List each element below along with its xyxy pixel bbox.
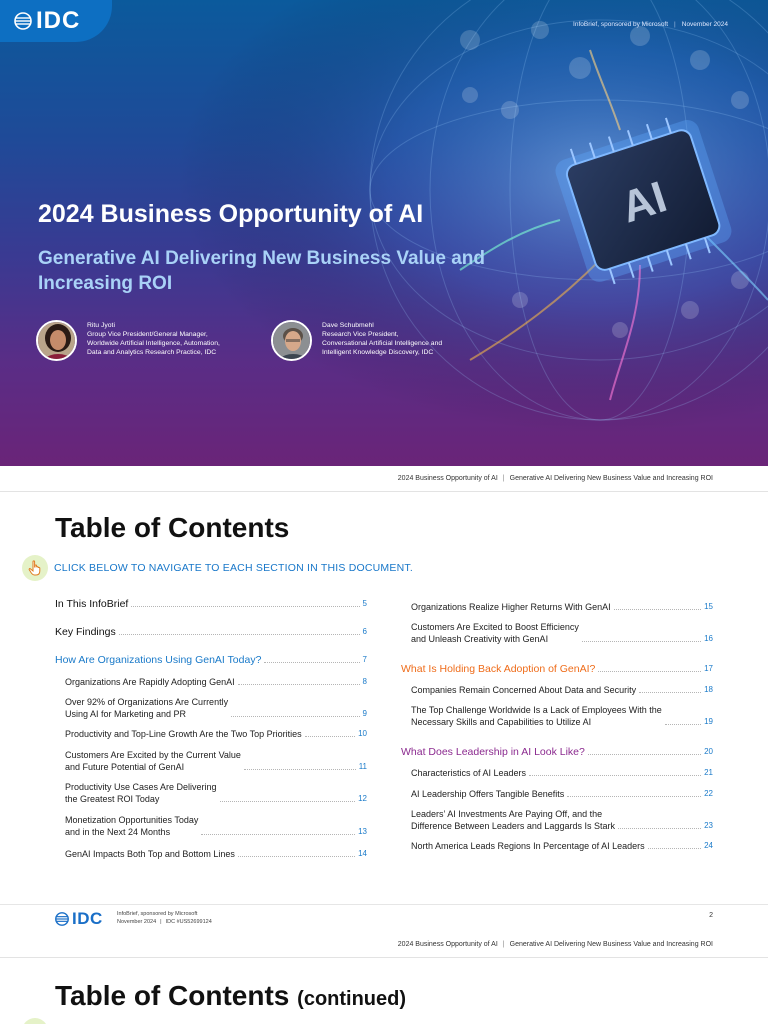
toc-entry-label: Productivity Use Cases Are Delivering the Greatest ROI Today (65, 782, 217, 804)
footer-divider (0, 904, 768, 905)
toc-link-top-priorities[interactable] (55, 728, 367, 740)
toc-entry-label: Organizations Realize Higher Returns With GenAI (411, 602, 611, 612)
toc-page-number: 6 (362, 627, 367, 636)
toc-continued-label: (continued) (297, 988, 407, 1010)
footer-separator: | (160, 919, 162, 925)
toc-page-number: 12 (358, 794, 367, 803)
author-name: Ritu Jyoti (87, 322, 115, 329)
toc-leader-dots (201, 834, 355, 835)
author-name: Dave Schubmehl (322, 322, 374, 329)
toc-link-greatest-roi[interactable] (55, 781, 367, 805)
toc-page-number: 23 (704, 821, 713, 830)
header-separator: | (502, 475, 505, 482)
toc-leader-dots (119, 634, 360, 635)
toc-leader-dots (305, 736, 355, 737)
toc-link-boost-efficiency[interactable] (401, 621, 713, 645)
toc-leader-dots (648, 848, 701, 849)
toc-leader-dots (264, 662, 359, 663)
idc-logo-tab[interactable] (0, 0, 112, 42)
toc-entry-label: Leaders’ AI Investments Are Paying Off, and the Difference Between Leaders and Laggards Is Stark (411, 809, 615, 831)
toc-link-data-and-security[interactable] (401, 684, 713, 696)
header-doc-subtitle: Generative AI Delivering New Business Value and Increasing ROI (509, 941, 713, 948)
toc-link-key-findings[interactable] (55, 626, 367, 638)
author-ritu-jyoti (36, 320, 220, 361)
author-dave-schubmehl (271, 320, 442, 361)
toc-link-lack-of-skills[interactable] (401, 704, 713, 728)
toc-entry-label: Monetization Opportunities Today and in the Next 24 Months (65, 815, 199, 837)
toc-link-holding-back-adoption[interactable] (401, 663, 713, 675)
idc-globe-icon (14, 12, 32, 30)
toc-link-marketing-and-pr[interactable] (55, 696, 367, 720)
toc-leader-dots (598, 671, 701, 672)
header-doc-title: 2024 Business Opportunity of AI (397, 941, 498, 948)
toc-entry-label: In This InfoBrief (55, 598, 129, 610)
toc-entry-label: Customers Are Excited to Boost Efficiency and Unleash Creativity with GenAI (411, 622, 579, 644)
toc-leader-dots (238, 684, 360, 685)
toc-title-continued (55, 980, 406, 1012)
author-role: Group Vice President/General Manager, Worldwide Artificial Intelligence, Automation, Data and Analytics Research Practice, IDC (87, 331, 220, 356)
author-role: Research Vice President, Conversational Artificial Intelligence and Intelligent Knowledge Discovery, IDC (322, 331, 443, 356)
toc-link-higher-returns[interactable] (401, 601, 713, 613)
avatar-dave-schubmehl (271, 320, 312, 361)
toc-link-how-organizations-using-genai[interactable] (55, 654, 367, 666)
ai-chip-illustration (0, 0, 768, 466)
idc-logo (14, 7, 80, 35)
sponsor-text: InfoBrief, sponsored by Microsoft (573, 21, 669, 28)
toc-link-leadership-in-ai[interactable] (401, 746, 713, 758)
toc-entry-label: Companies Remain Concerned About Data and Security (411, 685, 637, 695)
toc-title-text: Table of Contents (55, 980, 290, 1011)
toc-page-number: 9 (362, 709, 367, 718)
toc-page-number: 15 (704, 602, 713, 611)
toc-link-rapidly-adopting[interactable] (55, 676, 367, 688)
toc-page-number: 18 (704, 685, 713, 694)
toc-link-north-america[interactable] (401, 840, 713, 852)
cover-subtitle: Generative AI Delivering New Business Value and Increasing ROI (38, 248, 486, 294)
footer-doc-id: IDC #US52699124 (165, 919, 212, 925)
toc-title: Table of Contents (55, 512, 290, 543)
idc-globe-icon (55, 912, 69, 926)
toc-leader-dots (131, 606, 359, 607)
navigate-instruction (22, 555, 413, 581)
toc-entry-label: How Are Organizations Using GenAI Today? (55, 654, 262, 666)
avatar-ritu-jyoti (36, 320, 77, 361)
header-separator: | (502, 941, 505, 948)
toc-leader-dots (588, 754, 701, 755)
toc-page-number: 17 (704, 664, 713, 673)
toc-link-top-and-bottom-lines[interactable] (55, 848, 367, 860)
toc-entry-label: North America Leads Regions In Percentage of AI Leaders (411, 841, 645, 851)
toc-page-number: 16 (704, 634, 713, 643)
toc-page-number: 14 (358, 849, 367, 858)
toc-page-number: 22 (704, 789, 713, 798)
toc-entry-label: What Is Holding Back Adoption of GenAI? (401, 663, 596, 675)
toc-entry-label: Customers Are Excited by the Current Value and Future Potential of GenAI (65, 750, 241, 772)
footer-info (117, 910, 212, 926)
toc-page-number: 11 (358, 762, 367, 771)
footer-date: November 2024 (117, 919, 157, 925)
toc-entry-label: Productivity and Top-Line Growth Are the Two Top Priorities (65, 729, 302, 739)
toc-link-characteristics[interactable] (401, 767, 713, 779)
toc-page-number: 7 (362, 655, 367, 664)
toc-link-leaders-vs-laggards[interactable] (401, 808, 713, 832)
cover-meta (573, 21, 728, 28)
toc-entry-label: GenAI Impacts Both Top and Bottom Lines (65, 849, 235, 859)
toc-page-number: 13 (358, 827, 367, 836)
header-doc-title: 2024 Business Opportunity of AI (397, 475, 498, 482)
toc-page-number: 10 (358, 729, 367, 738)
toc-leader-dots (238, 856, 355, 857)
page-footer (0, 904, 768, 932)
toc-page-number: 5 (362, 599, 367, 608)
toc-page-number: 8 (362, 677, 367, 686)
toc-leader-dots (582, 641, 701, 642)
chip-label: AI (615, 172, 673, 233)
toc-entry-label: AI Leadership Offers Tangible Benefits (411, 789, 565, 799)
cover-title: 2024 Business Opportunity of AI (38, 200, 424, 228)
toc-entry-label: Organizations Are Rapidly Adopting GenAI (65, 677, 235, 687)
toc-entry-label: What Does Leadership in AI Look Like? (401, 746, 585, 758)
idc-logo-text: IDC (36, 7, 81, 34)
toc-leader-dots (231, 716, 359, 717)
footer-page-number: 2 (709, 912, 713, 919)
toc-page-number: 21 (704, 768, 713, 777)
toc-entry-label: Over 92% of Organizations Are Currently Using AI for Marketing and PR (65, 697, 229, 719)
toc-leader-dots (618, 828, 701, 829)
header-doc-subtitle: Generative AI Delivering New Business Value and Increasing ROI (509, 475, 713, 482)
navigate-instruction-text: CLICK BELOW TO NAVIGATE TO EACH SECTION IN THIS DOCUMENT. (54, 562, 413, 574)
page-header (0, 932, 768, 958)
pointer-hand-icon (22, 1018, 48, 1024)
toc-entry-label: Key Findings (55, 626, 116, 638)
toc-page-number: 19 (704, 717, 713, 726)
meta-separator: | (674, 21, 676, 28)
toc-link-tangible-benefits[interactable] (401, 788, 713, 800)
toc-page-number: 24 (704, 841, 713, 850)
toc-link-current-value[interactable] (55, 749, 367, 773)
toc-leader-dots (639, 692, 701, 693)
toc-leader-dots (614, 609, 702, 610)
toc-entry-label: Characteristics of AI Leaders (411, 768, 527, 778)
footer-logo-text: IDC (72, 909, 103, 928)
cover-banner (0, 0, 768, 466)
page-header (0, 466, 768, 492)
toc-leader-dots (665, 724, 701, 725)
toc-entry-label: The Top Challenge Worldwide Is a Lack of Employees With the Necessary Skills and Capabilities to Utilize AI (411, 705, 662, 727)
toc-leader-dots (220, 801, 356, 802)
toc-leader-dots (244, 769, 356, 770)
footer-sponsor: InfoBrief, sponsored by Microsoft (117, 911, 198, 917)
pointer-hand-icon (22, 555, 48, 581)
toc-page-number: 20 (704, 747, 713, 756)
toc-leader-dots (529, 775, 701, 776)
toc-link-in-this-infobrief[interactable] (55, 598, 367, 610)
toc-link-monetization[interactable] (55, 814, 367, 838)
toc-leader-dots (567, 796, 701, 797)
footer-idc-logo[interactable] (55, 909, 103, 929)
publish-date: November 2024 (681, 21, 728, 28)
